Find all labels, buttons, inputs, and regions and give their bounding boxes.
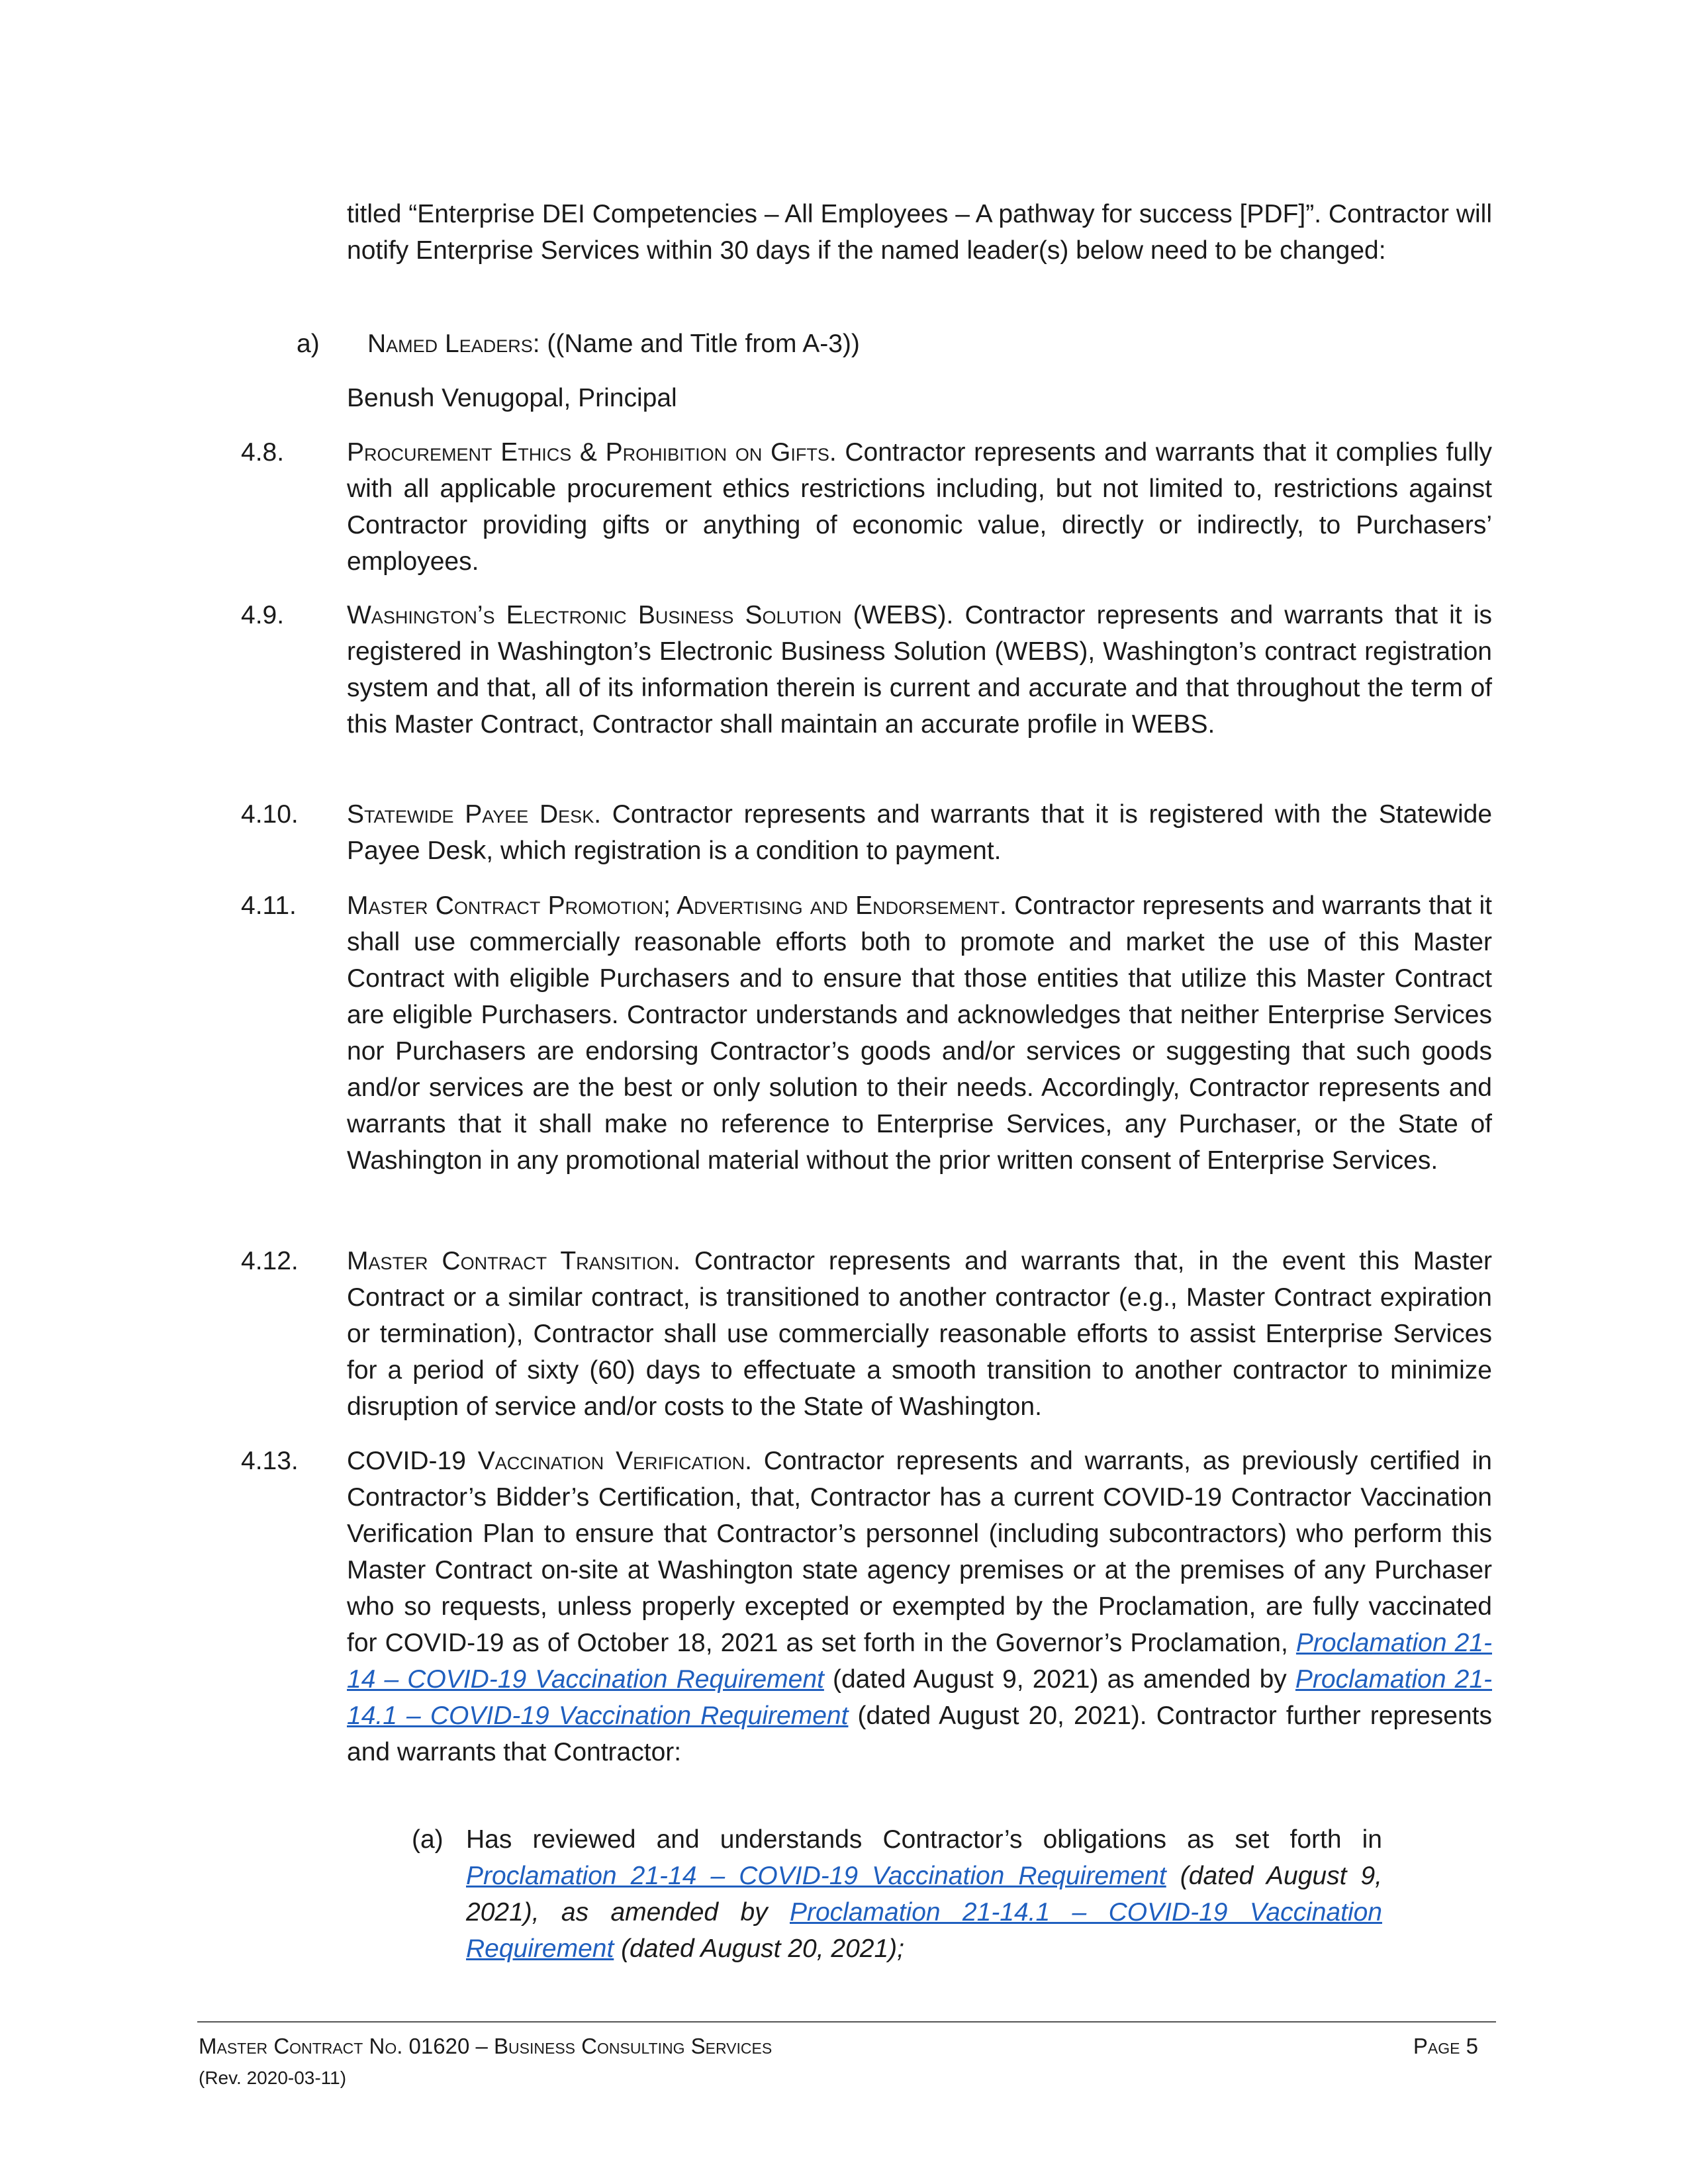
page-number: Page 5: [1413, 2034, 1478, 2058]
section-heading: Master Contract Promotion; Advertising and Endorsement: [347, 891, 1000, 920]
sub-text-1: Has reviewed and understands Contractor’s obligations as set forth in: [466, 1825, 1382, 1854]
named-leaders-line: [367, 326, 1493, 362]
section-heading: Procurement Ethics & Prohibition on Gifts: [347, 438, 829, 467]
section-text: (WEBS). Contractor represents and warrants that it is registered in Washington’s Electronic Business Solution (WEBS), Washington’s contract registration system and that, all of its information therein is current and accurate and that throughout the term of this Master Contract, Contractor shall maintain an accurate profile in WEBS.: [347, 601, 1492, 739]
section-4-8: [347, 434, 1492, 597]
section-4-12: [347, 1243, 1492, 1442]
section-4-13: [347, 1443, 1492, 1788]
proclamation-21-14-link[interactable]: Proclamation 21-14 – COVID-19 Vaccination Requirement: [347, 1629, 1492, 1694]
intro-text: titled “Enterprise DEI Competencies – All Employees – A pathway for success [PDF]”. Contractor will notify Enterprise Services within 30 days if the named leader(s) below need to be changed:: [347, 200, 1492, 265]
section-number: 4.11.: [241, 891, 297, 920]
sub-proclamation-21-14-1-link[interactable]: Proclamation 21-14.1 – COVID-19 Vaccination Requirement: [466, 1898, 1382, 1963]
covid-text-1: . Contractor represents and warrants, as previously certified in Contractor’s Bidder’s Certification, that, Contractor has a current COVID-19 Contractor Vaccination Verification Plan to ensure that Contractor’s personnel (including subcontractors) who perform this Master Contract on-site at Washington state agency premises or at the premises of any Purchaser who so requests, unless properly excepted or exempted by the Proclamation, are fully vaccinated for COVID-19 as of October 18, 2021 as set forth in the Governor’s Proclamation,: [347, 1447, 1492, 1657]
sub-text-2: (dated August 9, 2021), as amended by: [466, 1862, 1382, 1927]
proclamation-21-14-1-link[interactable]: Proclamation 21-14.1 – COVID-19 Vaccination Requirement: [347, 1665, 1493, 1730]
section-number: 4.12.: [241, 1247, 299, 1275]
section-text: . Contractor represents and warrants that it is registered with the Statewide Payee Desk, which registration is a condition to payment.: [347, 800, 1493, 865]
section-text: . Contractor represents and warrants that it complies fully with all applicable procurement ethics restrictions including, but not limited to, restrictions against Contractor providing gifts or anything of economic value, directly or indirectly, to Purchasers’ employees.: [347, 438, 1492, 576]
sub-item-a: [466, 1821, 1382, 1967]
intro-paragraph: [347, 196, 1492, 286]
section-4-9: [347, 597, 1492, 760]
section-number: 4.8.: [241, 438, 285, 467]
section-number: 4.13.: [241, 1447, 299, 1475]
sub-proclamation-21-14-link[interactable]: Proclamation 21-14 – COVID-19 Vaccination Requirement: [466, 1862, 1166, 1890]
named-leaders-text: : ((Name and Title from A-3)): [532, 330, 860, 358]
footer-revision: (Rev. 2020-03-11): [199, 2068, 347, 2088]
section-heading: Master Contract Transition: [347, 1247, 674, 1275]
covid-text-2: (dated August 9, 2021) as amended by: [823, 1665, 1295, 1694]
named-leaders-heading: Named Leaders: [367, 330, 533, 358]
covid-heading-prefix: COVID-19: [347, 1447, 478, 1475]
section-4-11: [347, 887, 1492, 1196]
footer-title: Master Contract No. 01620 – Business Consulting Services: [199, 2034, 773, 2058]
sub-text-3: (dated August 20, 2021);: [614, 1934, 904, 1963]
section-heading: Statewide Payee Desk: [347, 800, 594, 829]
section-text: . Contractor represents and warrants that it shall use commercially reasonable efforts both to promote and market the use of this Master Contract with eligible Purchasers and to ensure that those entities that utilize this Master Contract are eligible Purchasers. Contractor understands and acknowledges that neither Enterprise Services nor Purchasers are endorsing Contractor’s goods and/or services or suggesting that such goods and/or services are the best or only solution to their needs. Accordingly, Contractor represents and warrants that it shall make no reference to Enterprise Services, any Purchaser, or the State of Washington in any promotional material without the prior written consent of Enterprise Services.: [347, 891, 1493, 1175]
covid-text-3: (dated August 20, 2021). Contractor further represents and warrants that Contractor:: [347, 1702, 1492, 1766]
covid-heading: Vaccination Verification: [477, 1447, 745, 1475]
section-4-10: [347, 796, 1492, 886]
section-text: . Contractor represents and warrants that, in the event this Master Contract or a similar contract, is transitioned to another contractor (e.g., Master Contract expiration or termination), Contractor shall use commercially reasonable efforts to assist Enterprise Services for a period of sixty (60) days to effectuate a smooth transition to another contractor to minimize disruption of service and/or costs to the State of Washington.: [347, 1247, 1492, 1421]
section-number: 4.9.: [241, 601, 285, 629]
section-heading: Washington’s Electronic Business Solution: [347, 601, 842, 629]
sub-item-marker: (a): [412, 1825, 444, 1854]
named-leader-value: Benush Venugopal, Principal: [347, 384, 677, 412]
footer-divider: [197, 2021, 1496, 2023]
named-leaders-marker: a): [297, 330, 320, 358]
section-number: 4.10.: [241, 800, 299, 829]
